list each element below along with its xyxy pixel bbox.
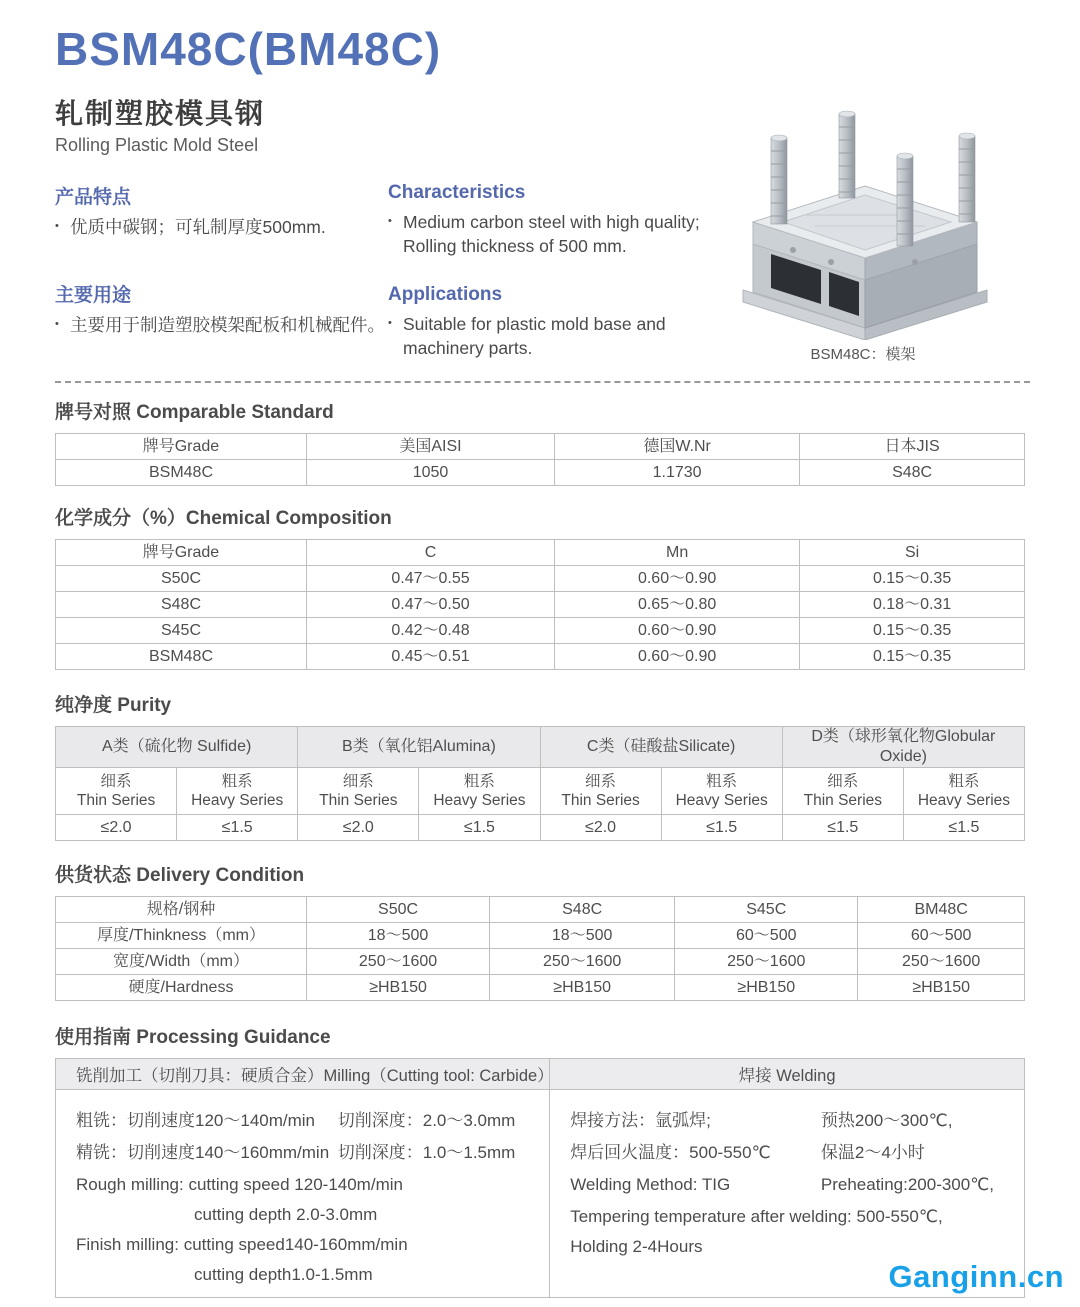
table-cell: 0.47～0.50 bbox=[306, 592, 554, 618]
table-cell: 0.18～0.31 bbox=[800, 592, 1025, 618]
chemical-heading: 化学成分（%）Chemical Composition bbox=[55, 508, 392, 529]
table-cell: 0.60～0.90 bbox=[555, 644, 800, 670]
table-cell: 60～500 bbox=[858, 923, 1025, 949]
column-header: 牌号Grade bbox=[56, 540, 307, 566]
guidance-line bbox=[570, 1174, 1010, 1197]
table-cell: 0.15～0.35 bbox=[800, 644, 1025, 670]
table-cell: S48C bbox=[800, 460, 1025, 486]
guidance-text: 焊后回火温度：500-550℃ bbox=[570, 1142, 771, 1162]
uses-heading: 主要用途 bbox=[55, 284, 132, 306]
table-cell: 250～1600 bbox=[675, 949, 858, 975]
table-cell: ≥HB150 bbox=[306, 975, 489, 1001]
purity-group-row bbox=[56, 727, 1025, 768]
milling-cn-lines bbox=[76, 1110, 535, 1165]
guidance-text: 切削深度：1.0～1.5mm bbox=[337, 1142, 516, 1162]
dashed-divider bbox=[55, 381, 1030, 383]
column-header: 美国AISI bbox=[306, 434, 554, 460]
table-cell: 0.45～0.51 bbox=[306, 644, 554, 670]
guidance-line: cutting depth 2.0-3.0mm bbox=[194, 1204, 378, 1224]
table-cell: ≤2.0 bbox=[56, 815, 177, 841]
table-cell: BSM48C bbox=[56, 644, 307, 670]
table-cell: 250～1600 bbox=[858, 949, 1025, 975]
applications-item: • Suitable for plastic mold base and machinery parts. bbox=[388, 313, 718, 360]
guidance-text: 精铣：切削速度140～160mm/min bbox=[76, 1142, 330, 1162]
comparable-heading: 牌号对照 Comparable Standard bbox=[55, 402, 334, 423]
table-cell: ≥HB150 bbox=[858, 975, 1025, 1001]
guidance-text: 预热200～300℃, bbox=[820, 1111, 953, 1130]
subtitle-cn: 轧制塑胶模具钢 bbox=[55, 98, 266, 129]
column-header: 德国W.Nr bbox=[555, 434, 800, 460]
table-cell: 宽度/Width（mm） bbox=[56, 949, 307, 975]
table-row bbox=[56, 618, 1025, 644]
column-header: Mn bbox=[555, 540, 800, 566]
table-row bbox=[56, 460, 1025, 486]
datasheet-body bbox=[0, 397, 1080, 1298]
column-header: BM48C bbox=[858, 897, 1025, 923]
guidance-text: Welding Method: TIG bbox=[570, 1174, 731, 1194]
column-header: 规格/钢种 bbox=[56, 897, 307, 923]
features-item: • 优质中碳钢；可轧制厚度500mm. bbox=[55, 216, 388, 240]
characteristics-heading: Characteristics bbox=[388, 182, 526, 203]
column-header: 粗系 Heavy Series bbox=[661, 768, 782, 815]
column-header: 日本JIS bbox=[800, 434, 1025, 460]
header-row bbox=[56, 434, 1025, 460]
guidance-line: Tempering temperature after welding: 500-550℃, bbox=[570, 1206, 943, 1226]
table-cell: 18～500 bbox=[490, 923, 675, 949]
column-header: 细系 Thin Series bbox=[298, 768, 419, 815]
column-header: Si bbox=[800, 540, 1025, 566]
table-cell: ≤2.0 bbox=[298, 815, 419, 841]
guidance-text: 切削深度：2.0～3.0mm bbox=[337, 1111, 516, 1130]
guidance-line: Finish milling: cutting speed140-160mm/min bbox=[76, 1234, 408, 1254]
guidance-heading: 使用指南 Processing Guidance bbox=[55, 1027, 331, 1048]
page-header bbox=[0, 0, 1080, 381]
guidance-line: Holding 2-4Hours bbox=[570, 1236, 703, 1256]
column-header: S48C bbox=[490, 897, 675, 923]
guidance-text: 焊接方法：氩弧焊; bbox=[570, 1111, 711, 1130]
guidance-line bbox=[570, 1142, 1010, 1165]
subtitle-en: Rolling Plastic Mold Steel bbox=[55, 135, 259, 155]
header-row bbox=[56, 540, 1025, 566]
table-cell: 硬度/Hardness bbox=[56, 975, 307, 1001]
photo-caption: BSM48C：模架 bbox=[810, 346, 916, 363]
table-cell: 250～1600 bbox=[490, 949, 675, 975]
guidance-text: 保温2～4小时 bbox=[820, 1142, 925, 1162]
table-row bbox=[56, 975, 1025, 1001]
column-header: 粗系 Heavy Series bbox=[177, 768, 298, 815]
purity-subheader-row bbox=[56, 768, 1025, 815]
table-cell: 0.47～0.55 bbox=[306, 566, 554, 592]
processing-guidance-table bbox=[55, 1058, 1025, 1298]
table-cell: 0.60～0.90 bbox=[555, 618, 800, 644]
delivery-heading: 供货状态 Delivery Condition bbox=[55, 865, 305, 886]
column-header: 牌号Grade bbox=[56, 434, 307, 460]
column-header: 粗系 Heavy Series bbox=[419, 768, 540, 815]
header-row bbox=[56, 897, 1025, 923]
table-cell: ≤1.5 bbox=[177, 815, 298, 841]
welding-header: 焊接 Welding bbox=[550, 1059, 1025, 1090]
purity-table bbox=[55, 726, 1025, 841]
milling-header: 铣削加工（切削刀具：硬质合金）Milling（Cutting tool: Carbide） bbox=[56, 1059, 550, 1090]
purity-heading: 纯净度 Purity bbox=[55, 695, 172, 716]
milling-cell bbox=[56, 1090, 550, 1298]
ganginn-logo: Ganginn.cn bbox=[888, 1259, 1064, 1294]
table-cell: BSM48C bbox=[56, 460, 307, 486]
table-cell: 18～500 bbox=[306, 923, 489, 949]
column-header: 细系 Thin Series bbox=[540, 768, 661, 815]
delivery-condition-table bbox=[55, 896, 1025, 1001]
uses-item: • 主要用于制造塑胶模架配板和机械配件。 bbox=[55, 314, 388, 338]
guidance-text: 粗铣：切削速度120～140m/min bbox=[76, 1111, 316, 1130]
intro-column-en bbox=[388, 176, 718, 361]
comparable-standard-table bbox=[55, 433, 1025, 486]
table-cell: 0.15～0.35 bbox=[800, 566, 1025, 592]
guidance-line bbox=[570, 1110, 1010, 1133]
guidance-line bbox=[76, 1110, 535, 1133]
column-header: C类（硅酸盐Silicate) bbox=[540, 727, 782, 768]
guidance-header-row bbox=[56, 1059, 1025, 1090]
table-cell: 1.1730 bbox=[555, 460, 800, 486]
mold-base-illustration bbox=[735, 104, 991, 340]
table-row bbox=[56, 592, 1025, 618]
table-cell: 厚度/Thinkness（mm） bbox=[56, 923, 307, 949]
table-row bbox=[56, 644, 1025, 670]
intro-column-cn bbox=[55, 176, 388, 361]
table-cell: S48C bbox=[56, 592, 307, 618]
column-header: 粗系 Heavy Series bbox=[903, 768, 1024, 815]
table-cell: 0.65～0.80 bbox=[555, 592, 800, 618]
table-row bbox=[56, 949, 1025, 975]
column-header: B类（氧化铝Alumina) bbox=[298, 727, 540, 768]
table-cell: ≤1.5 bbox=[782, 815, 903, 841]
table-row bbox=[56, 923, 1025, 949]
table-cell: ≤1.5 bbox=[661, 815, 782, 841]
table-cell: ≤1.5 bbox=[903, 815, 1024, 841]
column-header: C bbox=[306, 540, 554, 566]
table-cell: 0.60～0.90 bbox=[555, 566, 800, 592]
table-cell: 1050 bbox=[306, 460, 554, 486]
table-cell: ≥HB150 bbox=[490, 975, 675, 1001]
guidance-line: Rough milling: cutting speed 120-140m/min bbox=[76, 1174, 403, 1194]
characteristics-item: • Medium carbon steel with high quality; Rolling thickness of 500 mm. bbox=[388, 211, 718, 258]
guidance-body-row bbox=[56, 1090, 1025, 1298]
table-cell: 250～1600 bbox=[306, 949, 489, 975]
table-cell: S50C bbox=[56, 566, 307, 592]
welding-extra-lines bbox=[570, 1206, 1010, 1259]
guidance-line: cutting depth1.0-1.5mm bbox=[194, 1264, 373, 1284]
column-header: S45C bbox=[675, 897, 858, 923]
table-cell: 0.42～0.48 bbox=[306, 618, 554, 644]
column-header: 细系 Thin Series bbox=[56, 768, 177, 815]
column-header: 细系 Thin Series bbox=[782, 768, 903, 815]
column-header: D类（球形氧化物Globular Oxide) bbox=[782, 727, 1024, 768]
purity-values-row bbox=[56, 815, 1025, 841]
table-cell: 60～500 bbox=[675, 923, 858, 949]
table-cell: ≤2.0 bbox=[540, 815, 661, 841]
welding-pair-lines bbox=[570, 1110, 1010, 1197]
features-heading: 产品特点 bbox=[55, 187, 132, 208]
table-cell: S45C bbox=[56, 618, 307, 644]
guidance-line bbox=[76, 1142, 535, 1165]
milling-en-lines bbox=[76, 1174, 535, 1287]
table-row bbox=[56, 566, 1025, 592]
mold-base-photo bbox=[735, 104, 991, 364]
page-title: BSM48C(BM48C) bbox=[55, 23, 442, 75]
table-cell: ≥HB150 bbox=[675, 975, 858, 1001]
applications-heading: Applications bbox=[388, 284, 503, 306]
chemical-composition-table bbox=[55, 539, 1025, 670]
column-header: S50C bbox=[306, 897, 489, 923]
guidance-text: Preheating:200-300℃, bbox=[820, 1174, 995, 1194]
table-cell: ≤1.5 bbox=[419, 815, 540, 841]
table-cell: 0.15～0.35 bbox=[800, 618, 1025, 644]
column-header: A类（硫化物 Sulfide) bbox=[56, 727, 298, 768]
